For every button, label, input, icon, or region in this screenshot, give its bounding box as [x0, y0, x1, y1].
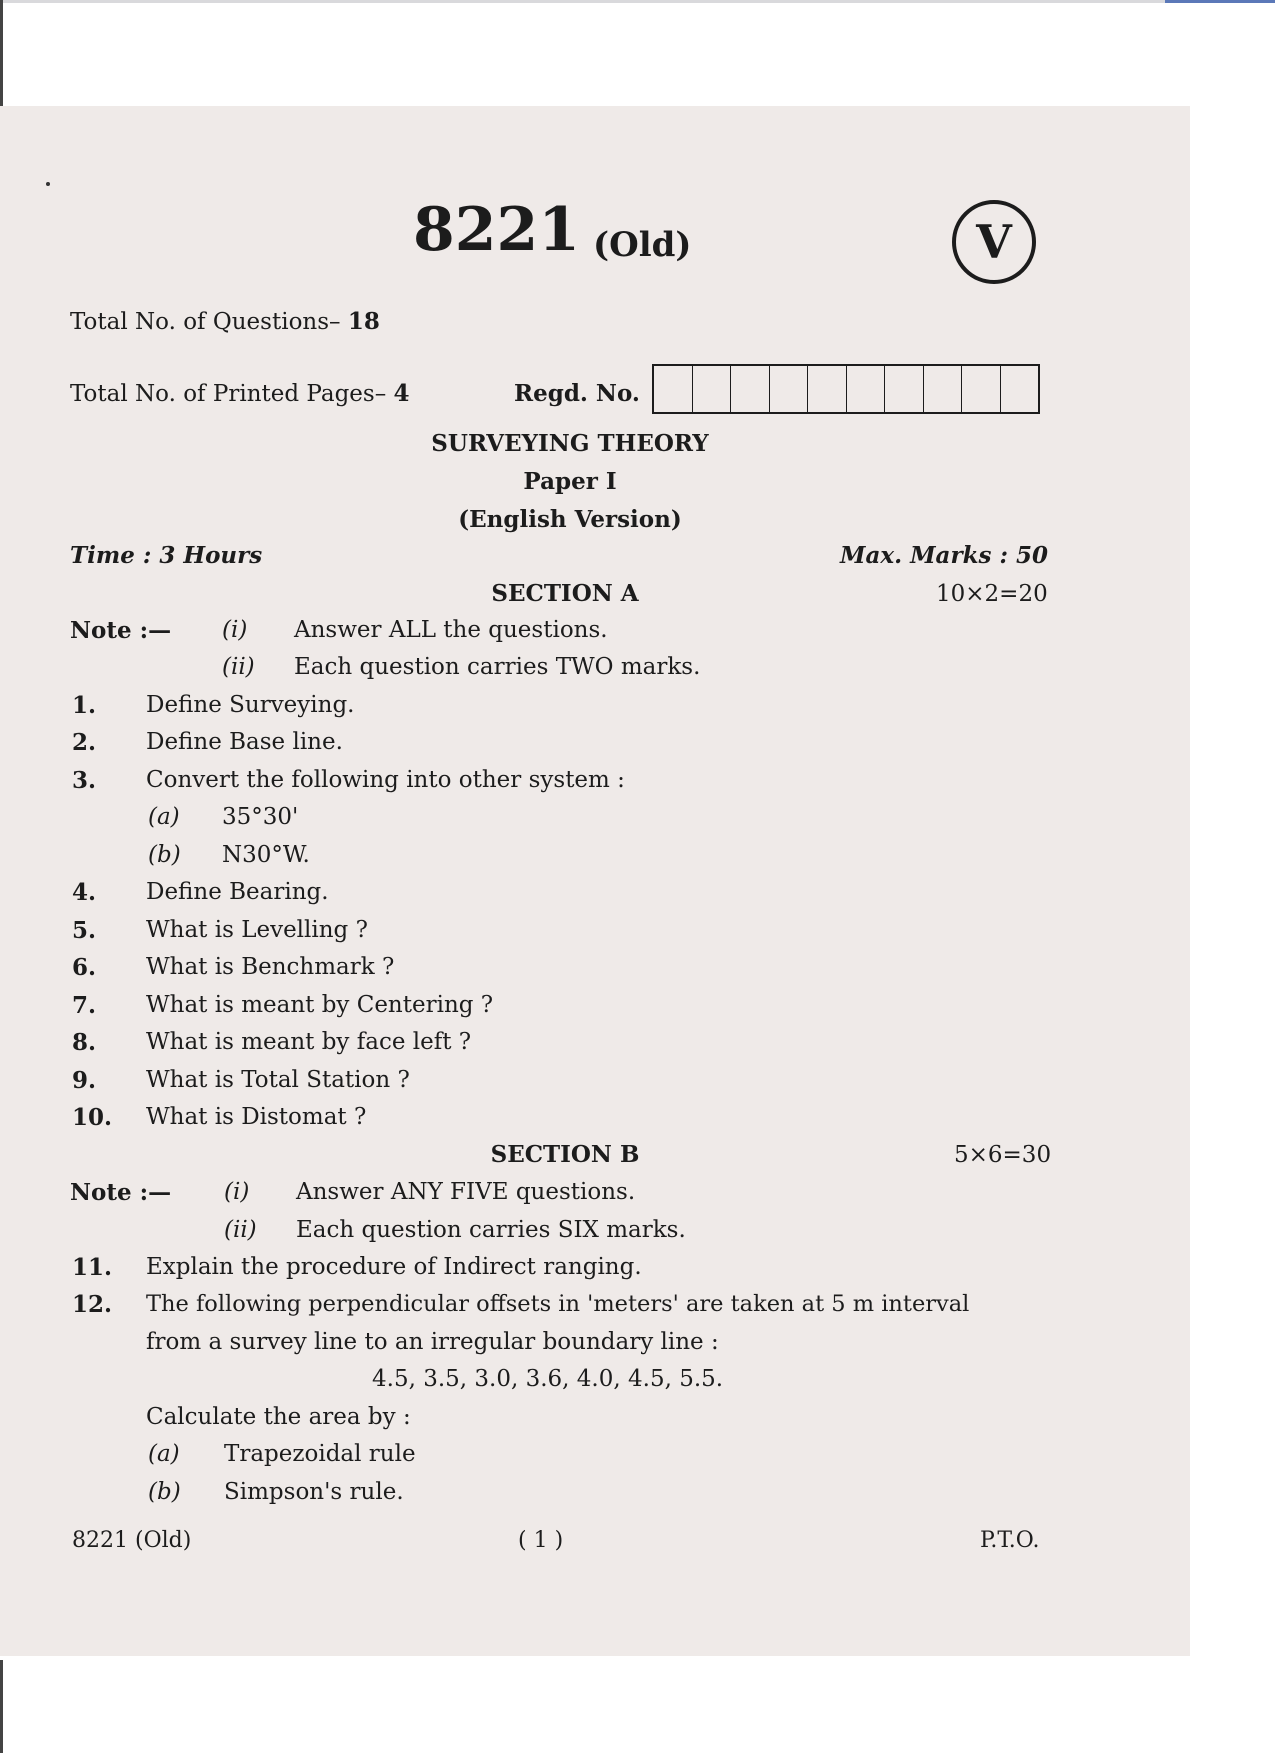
section-a-note-text: Answer ALL the questions. — [294, 617, 608, 643]
set-badge — [952, 200, 1036, 284]
regd-cell[interactable] — [770, 366, 809, 412]
question-text: What is meant by Centering ? — [146, 992, 494, 1018]
question-text: What is Levelling ? — [146, 917, 368, 943]
question-text: The following perpendicular offsets in 'meters' are taken at 5 m interval — [146, 1291, 970, 1317]
sub-part-label: (b) — [148, 1479, 181, 1505]
question-number: 1. — [72, 692, 97, 719]
section-a-note-num: (i) — [222, 617, 248, 643]
question-number: 3. — [72, 767, 97, 794]
max-marks: Max. Marks : 50 — [840, 542, 1048, 569]
regd-label: Regd. No. — [514, 380, 640, 407]
calc-instruction: Calculate the area by : — [146, 1404, 411, 1430]
question-text: Define Bearing. — [146, 879, 329, 905]
regd-cell[interactable] — [808, 366, 847, 412]
total-questions-label: Total No. of Questions– — [70, 309, 341, 335]
offset-values: 4.5, 3.5, 3.0, 3.6, 4.0, 4.5, 5.5. — [372, 1366, 724, 1392]
section-b-title: SECTION B — [490, 1141, 640, 1168]
question-number: 5. — [72, 917, 97, 944]
question-number: 9. — [72, 1067, 97, 1094]
section-b-note-text: Each question carries SIX marks. — [296, 1217, 686, 1243]
section-b-note-num: (i) — [224, 1179, 250, 1205]
section-b-note-label: Note :— — [70, 1179, 172, 1206]
question-number: 6. — [72, 954, 97, 981]
left-edge-bottom — [0, 1660, 3, 1753]
page-number: ( 1 ) — [518, 1528, 564, 1553]
pto-label: P.T.O. — [980, 1528, 1040, 1553]
question-number: 7. — [72, 992, 97, 1019]
left-edge — [0, 0, 3, 106]
top-rule — [0, 0, 1275, 3]
regd-number-boxes[interactable] — [652, 364, 1040, 414]
top-rule-accent — [1165, 0, 1275, 3]
question-text: What is meant by face left ? — [146, 1029, 472, 1055]
sub-part-text: Trapezoidal rule — [224, 1441, 416, 1467]
section-a-marks: 10×2=20 — [936, 581, 1048, 607]
paper-code-suffix: (Old) — [593, 225, 692, 265]
footer-code: 8221 (Old) — [72, 1528, 192, 1553]
set-letter: V — [976, 215, 1012, 269]
speck — [46, 182, 50, 186]
subject-title: SURVEYING THEORY — [431, 430, 709, 457]
section-b-note-num: (ii) — [224, 1217, 257, 1243]
regd-cell[interactable] — [847, 366, 886, 412]
sub-part-label: (b) — [148, 842, 181, 868]
regd-cell[interactable] — [654, 366, 693, 412]
sub-part-text: 35°30' — [222, 804, 299, 830]
question-number: 4. — [72, 879, 97, 906]
version: (English Version) — [458, 506, 682, 533]
question-text: Define Surveying. — [146, 692, 355, 718]
total-pages-value: 4 — [393, 380, 410, 407]
sub-part-label: (a) — [148, 804, 180, 830]
total-questions — [70, 308, 380, 335]
question-text: Convert the following into other system : — [146, 767, 625, 793]
paper-code: 8221 — [413, 195, 580, 265]
regd-cell[interactable] — [693, 366, 732, 412]
question-text: Define Base line. — [146, 729, 343, 755]
regd-cell[interactable] — [962, 366, 1001, 412]
question-text: Explain the procedure of Indirect ranging. — [146, 1254, 642, 1280]
total-questions-value: 18 — [347, 308, 380, 335]
question-number: 2. — [72, 729, 97, 756]
section-a-note-label: Note :— — [70, 617, 172, 644]
regd-cell[interactable] — [1001, 366, 1039, 412]
section-a-note-num: (ii) — [222, 654, 255, 680]
section-b-marks: 5×6=30 — [954, 1142, 1052, 1168]
regd-cell[interactable] — [885, 366, 924, 412]
sub-part-text: N30°W. — [222, 842, 310, 868]
question-text: What is Total Station ? — [146, 1067, 410, 1093]
section-a-title: SECTION A — [491, 580, 639, 607]
regd-cell[interactable] — [731, 366, 770, 412]
total-pages-label: Total No. of Printed Pages– — [70, 381, 387, 407]
section-a-note-text: Each question carries TWO marks. — [294, 654, 701, 680]
question-text: What is Benchmark ? — [146, 954, 395, 980]
question-number: 10. — [72, 1104, 113, 1131]
question-text: What is Distomat ? — [146, 1104, 367, 1130]
question-text-continued: from a survey line to an irregular boundary line : — [146, 1329, 719, 1355]
sub-part-text: Simpson's rule. — [224, 1479, 404, 1505]
section-b-note-text: Answer ANY FIVE questions. — [296, 1179, 636, 1205]
question-number: 8. — [72, 1029, 97, 1056]
total-pages — [70, 380, 410, 407]
question-number: 11. — [72, 1254, 113, 1281]
paper-number: Paper I — [523, 468, 617, 495]
sub-part-label: (a) — [148, 1441, 180, 1467]
question-number: 12. — [72, 1291, 113, 1318]
time-allowed: Time : 3 Hours — [70, 542, 263, 569]
regd-cell[interactable] — [924, 366, 963, 412]
